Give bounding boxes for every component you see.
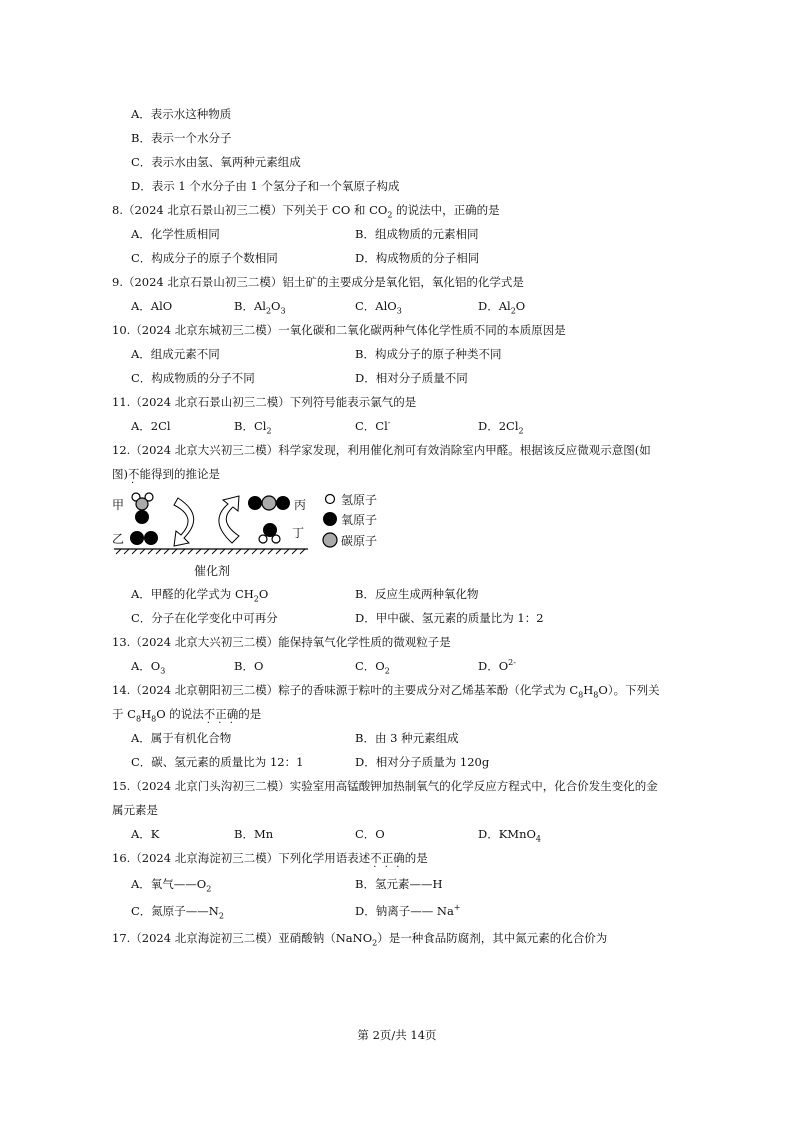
q11-option-b: B．$Cl_2$ [234,419,272,436]
yi-o-atom-1 [130,531,144,545]
q15-stem-line1: 15.（2024 北京门头沟初三二模）实验室用高锰酸钾加热制氧气的化学反应方程式中，化合价发生变化的金 [112,779,658,793]
q11-option-c: C．Cl- [355,418,391,433]
q10-option-a: A．组成元素不同 [131,347,220,361]
q10-option-d: D．相对分子质量不同 [355,371,468,385]
q8-option-c: C．构成分子的原子个数相同 [131,251,278,265]
q10-option-b: B．构成分子的原子种类不同 [355,347,502,361]
q14-option-b: B．由 3 种元素组成 [355,731,459,745]
q17-stem: 17.（2024 北京海淀初三二模）亚硝酸钠（NaNO$_2$）是一种食品防腐剂，其中氮元素的化合价为 [112,931,608,948]
legend-c-icon [323,533,337,547]
q16-option-d: D．钠离子—— Na+ [355,903,461,918]
molecule-yi [130,531,158,545]
page-footer: 第 2页/共 14页 [357,1028,437,1042]
q9-option-d: D．$Al_2O$ [478,299,526,316]
q13-option-b: B．O [234,659,264,673]
q7-option-c: C．表示水由氢、氧两种元素组成 [131,155,301,169]
curved-arrow-up-icon [219,496,239,543]
q14-option-a: A．属于有机化合物 [131,731,232,745]
q12-option-a: A．甲醛的化学式为 $CH_2O$ [131,587,269,604]
label-yi: 乙 [112,532,125,546]
q7-option-b: B．表示一个水分子 [131,131,232,145]
bing-o-atom-1 [248,496,262,510]
q15-option-a: A．K [131,827,160,841]
jia-c-atom [136,498,148,510]
molecule-bing [248,496,290,510]
q9-stem: 9.（2024 北京石景山初三二模）铝土矿的主要成分是氧化铝，氧化铝的化学式是 [112,275,524,289]
q16-option-c: C．氮原子$——N_2$ [131,904,224,921]
q8-option-d: D．构成物质的分子相同 [355,251,480,265]
q12-option-b: B．反应生成两种氧化物 [355,587,479,601]
q11-option-a: A．2Cl [131,419,171,433]
q8-option-a: A．化学性质相同 [131,227,220,241]
q14-stem-line2: 于 $C_8H_8O$ 的说法不正确的是 [112,707,262,724]
q8-stem: 8.（2024 北京石景山初三二模）下列关于 CO 和 $CO_2$ 的说法中，正确的是 [112,203,500,220]
ding-h-atom-2 [272,535,280,543]
q7-option-a: A．表示水这种物质 [131,107,232,121]
q14-stem-line1: 14.（2024 北京朝阳初三二模）粽子的香味源于粽叶的主要成分对乙烯基苯酚（化学式为 $C_8H_8O$）。下列关 [112,683,660,700]
bing-c-atom [262,496,276,510]
q12-stem-line1: 12.（2024 北京大兴初三二模）科学家发现，利用催化剂可有效消除室内甲醛。根据该反应微观示意图(如 [112,443,651,457]
q9-option-b: B．$Al_2O_3$ [234,299,286,316]
molecule-ding [259,523,280,543]
molecule-jia [132,493,153,524]
q13-option-c: C．$O_2$ [355,659,390,676]
q13-stem: 13.（2024 北京大兴初三二模）能保持氧气化学性质的微观粒子是 [112,635,451,649]
q11-option-d: D．$2Cl_2$ [478,419,524,436]
curved-arrow-down-icon [174,498,194,546]
reaction-diagram [112,488,412,583]
legend-o-label: 氧原子 [341,513,378,527]
q15-option-b: B．Mn [234,827,274,841]
q14-option-c: C．碳、氢元素的质量比为 12：1 [131,755,304,769]
q13-option-d: D．$O^{2-}$ [478,658,516,673]
q12-stem-line2: 图)不能得到的推论是 [112,467,220,481]
bing-o-atom-2 [276,496,290,510]
q9-option-a: A．AlO [131,299,173,313]
ding-h-atom-1 [259,535,267,543]
catalyst-hatching [116,549,305,554]
label-bing: 丙 [294,498,307,512]
q15-option-c: C．O [355,827,385,841]
q15-option-d: D．KMnO$_4$ [478,827,542,844]
legend-h-label: 氢原子 [341,493,378,507]
q16-stem: 16.（2024 北京海淀初三二模）下列化学用语表述不正确的是 [112,851,428,865]
q12-option-d: D．甲中碳、氢元素的质量比为 1：2 [355,611,544,625]
q15-stem-line2: 属元素是 [112,803,158,817]
q16-option-a: A．氧气$——O_2$ [131,877,212,894]
jia-o-atom [135,510,149,524]
legend-o-icon [323,512,337,526]
yi-o-atom-2 [144,531,158,545]
q8-option-b: B．组成物质的元素相同 [355,227,479,241]
q10-stem: 10.（2024 北京东城初三二模）一氧化碳和二氧化碳两种气体化学性质不同的本质原因是 [112,323,566,337]
catalyst-label: 催化剂 [194,564,231,578]
label-ding: 丁 [292,526,305,540]
q13-option-a: A．$O_3$ [131,659,166,676]
q14-option-d: D．相对分子质量为 120g [355,755,490,769]
q12-option-c: C．分子在化学变化中可再分 [131,611,278,625]
q11-stem: 11.（2024 北京石景山初三二模）下列符号能表示氯气的是 [112,395,417,409]
q16-option-b: B．氢元素——H [355,877,443,891]
q10-option-c: C．构成物质的分子不同 [131,371,255,385]
q9-option-c: C．AlO$_3$ [355,299,402,316]
q7-option-d: D．表示 1 个水分子由 1 个氢分子和一个氧原子构成 [131,179,400,193]
label-jia: 甲 [112,498,125,512]
legend-h-icon [326,495,335,504]
legend-c-label: 碳原子 [341,534,378,548]
